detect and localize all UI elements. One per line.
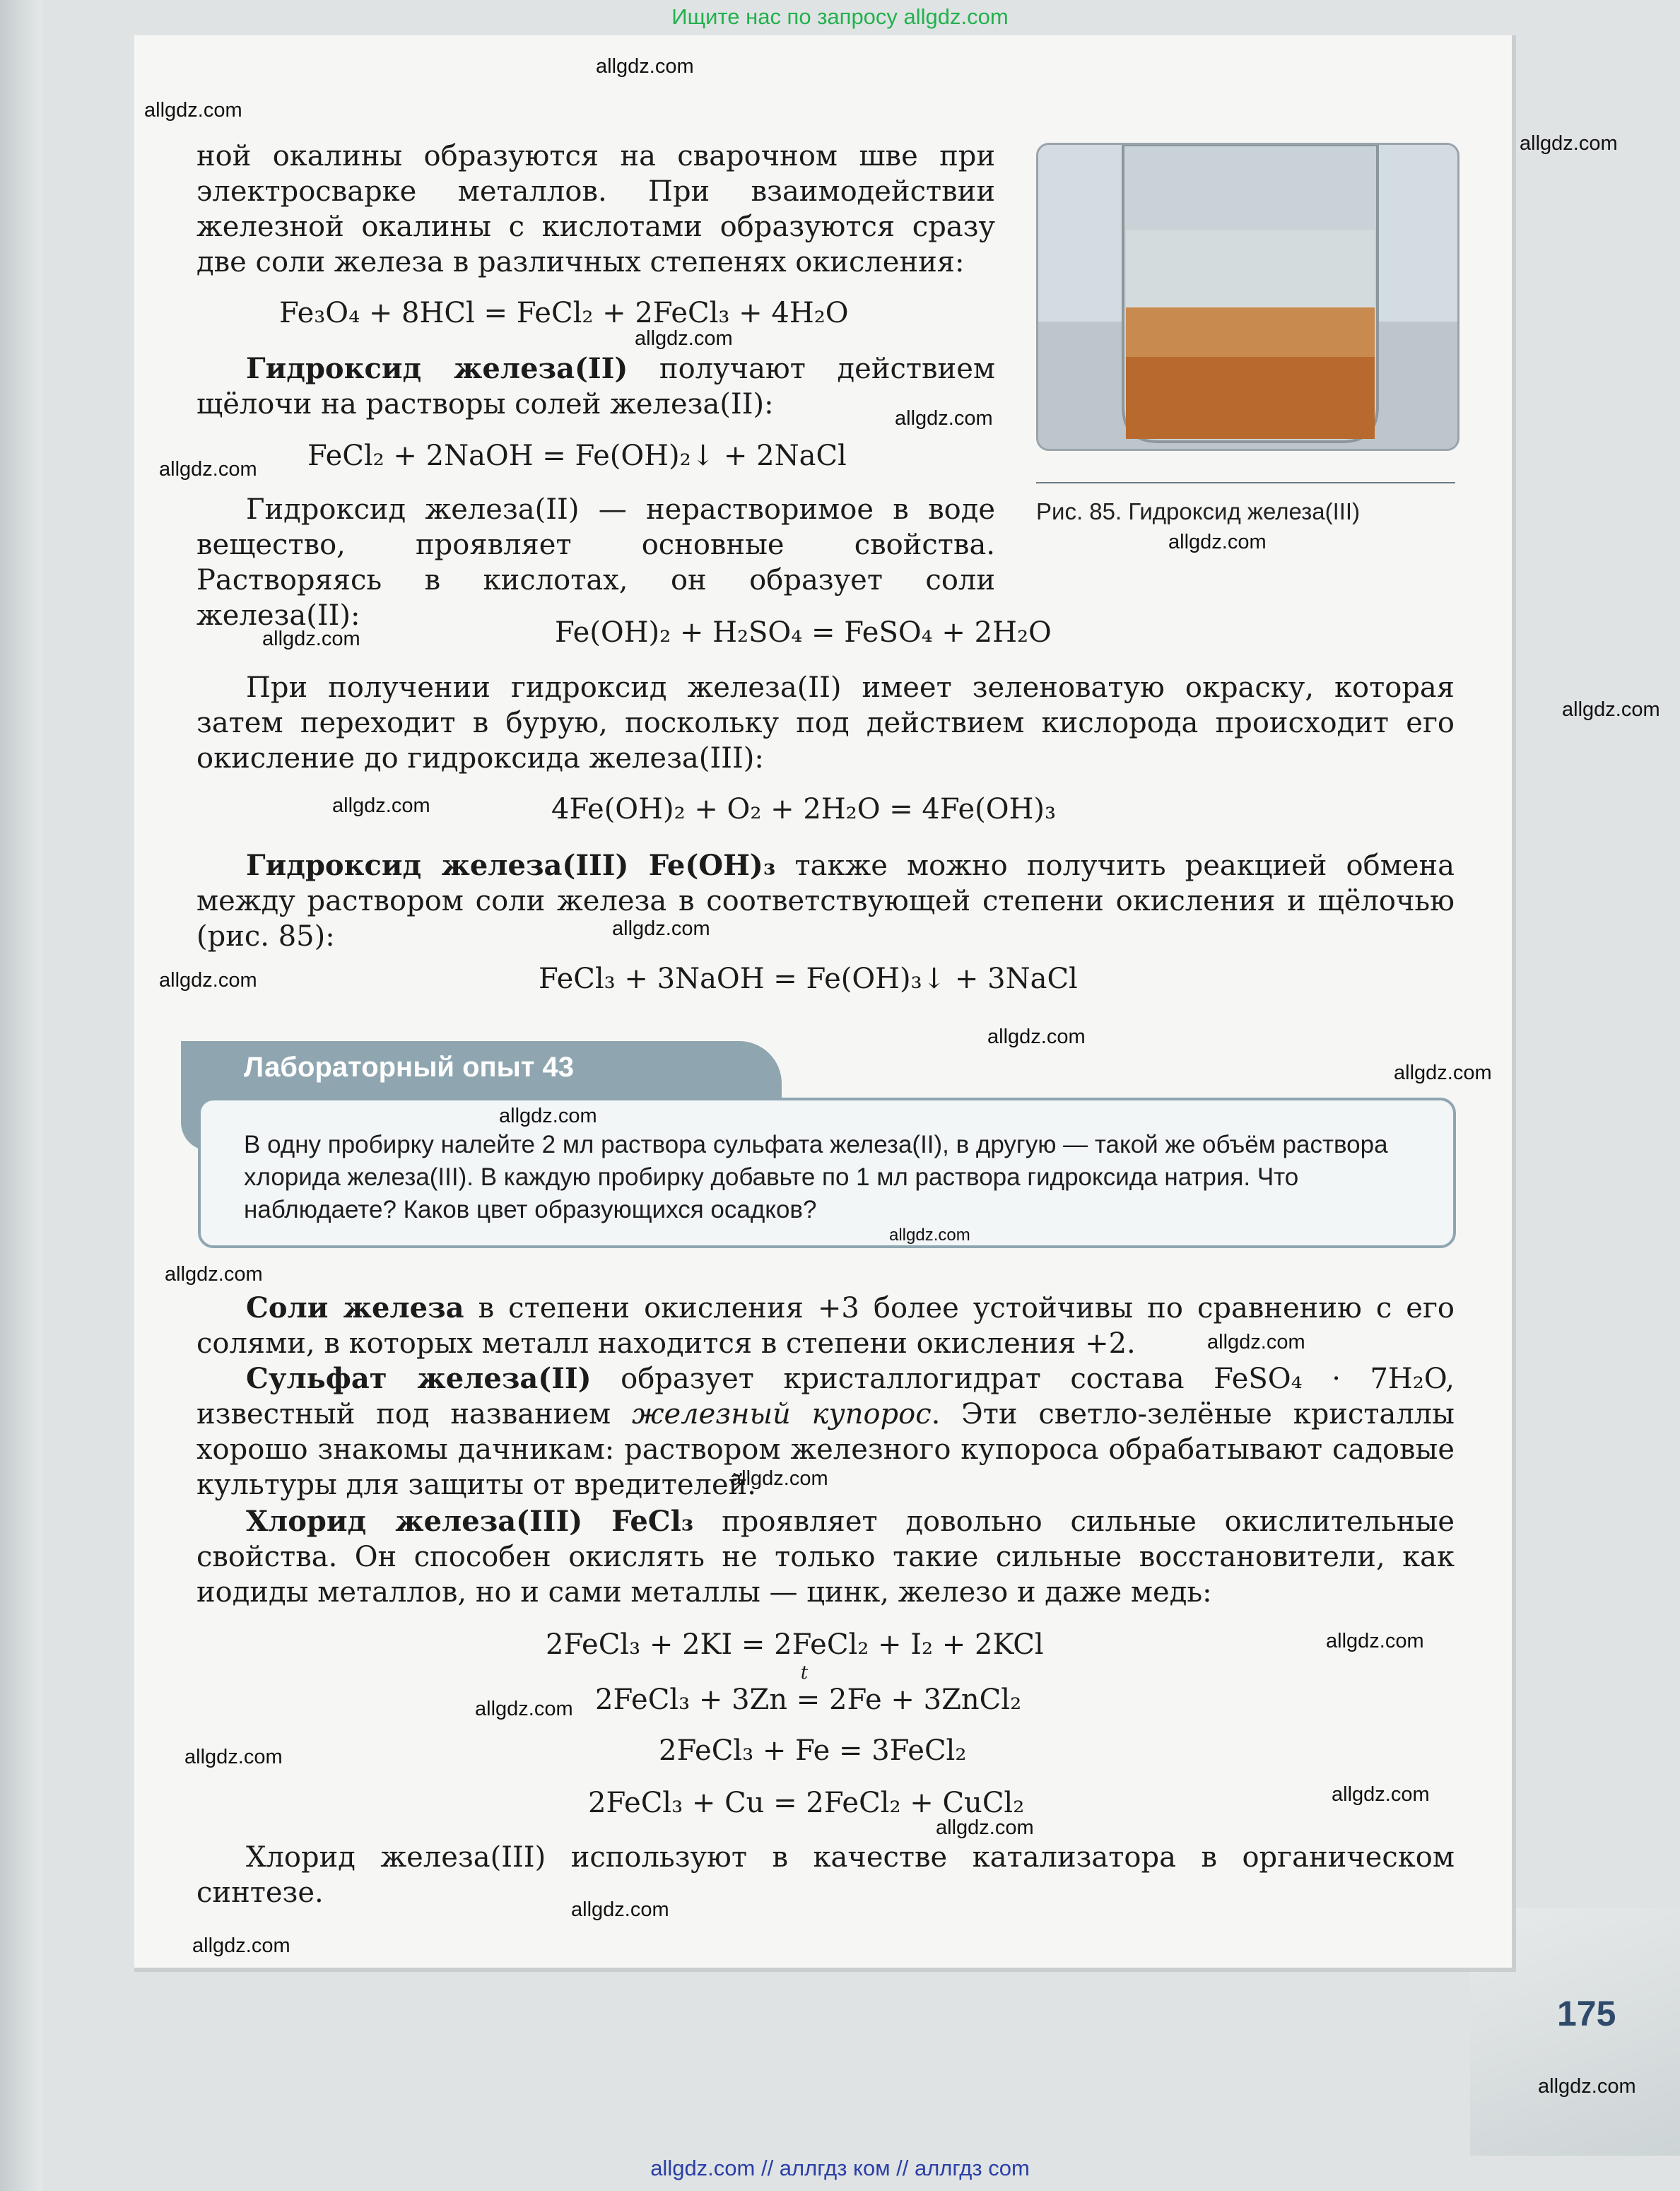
paragraph-3 bbox=[196, 492, 995, 633]
paragraph-1-text: ной окалины образуются на сварочном шве при электросварке металлов. При взаимодействии железной окалины с кислотами образуются сразу две соли железа в различных степенях окисления: bbox=[196, 140, 995, 278]
equation-1: Fe₃O₄ + 8HCl = FeCl₂ + 2FeCl₃ + 4H₂O bbox=[279, 297, 849, 329]
paragraph-2 bbox=[196, 351, 995, 422]
term-iron-chloride: Хлорид железа(III) FeCl₃ bbox=[246, 1505, 694, 1538]
watermark: allgdz.com bbox=[184, 1746, 283, 1768]
watermark: allgdz.com bbox=[475, 1698, 573, 1720]
watermark: allgdz.com bbox=[159, 458, 257, 481]
watermark: allgdz.com bbox=[730, 1467, 828, 1490]
watermark: allgdz.com bbox=[499, 1105, 597, 1127]
paragraph-8-text: проявляет довольно сильные окислительные свойства. Он способен окислять не только такие сильные восстановители, как иодиды металлов, но и сами металлы — цинк, железо и даже медь: bbox=[196, 1505, 1455, 1609]
watermark: allgdz.com bbox=[889, 1226, 970, 1245]
equation-7-heat: t bbox=[800, 1662, 809, 1684]
watermark: allgdz.com bbox=[1538, 2075, 1636, 2098]
watermark: allgdz.com bbox=[1332, 1783, 1430, 1806]
term-iron-hydroxide-2: Гидроксид железа(II) bbox=[246, 352, 628, 385]
watermark: allgdz.com bbox=[262, 628, 360, 650]
paragraph-4 bbox=[196, 670, 1455, 776]
watermark: allgdz.com bbox=[1168, 531, 1267, 553]
equation-4: 4Fe(OH)₂ + O₂ + 2H₂O = 4Fe(OH)₃ bbox=[551, 793, 1057, 826]
equation-9: 2FeCl₃ + Cu = 2FeCl₂ + CuCl₂ bbox=[588, 1787, 1025, 1819]
watermark: allgdz.com bbox=[1207, 1331, 1305, 1353]
term-iron-vitriol: железный купорос bbox=[632, 1398, 932, 1431]
paragraph-9 bbox=[196, 1840, 1455, 1910]
paragraph-3-text: Гидроксид железа(II) — нерастворимое в воде вещество, проявляет основные свойства. Растворяясь в кислотах, он образует соли железа(II): bbox=[196, 493, 995, 632]
equation-2: FeCl₂ + 2NaOH = Fe(OH)₂↓ + 2NaCl bbox=[307, 440, 847, 472]
watermark: allgdz.com bbox=[1520, 132, 1618, 155]
watermark: allgdz.com bbox=[159, 969, 257, 992]
bottom-banner[interactable]: allgdz.com // аллгдз ком // аллгдз com bbox=[650, 2156, 1030, 2180]
equation-7-right: 2Fe + 3ZnCl₂ bbox=[820, 1684, 1022, 1716]
term-iron-salts: Соли железа bbox=[246, 1291, 464, 1324]
paragraph-4-text: При получении гидроксид железа(II) имеет зеленоватую окраску, которая затем переходит в бурую, поскольку под действием кислорода происходит его окисление до гидроксида железа(III): bbox=[196, 671, 1455, 775]
paragraph-7-text-b: . Эти светло-зелёные кристаллы хорошо знакомы дачникам: раствором железного купороса обрабатывают садовые культуры для защиты от вредителей. bbox=[196, 1398, 1455, 1501]
paragraph-1 bbox=[196, 139, 995, 280]
page-gutter-shadow bbox=[0, 0, 42, 2191]
paragraph-8 bbox=[196, 1504, 1455, 1610]
lab-text: В одну пробирку налейте 2 мл раствора сульфата железа(II), в другую — такой же объём раствора хлорида железа(III). В каждую пробирку добавьте по 1 мл раствора гидроксида натрия. Что наблюдаете? Каков цвет образующихся осадков? bbox=[244, 1131, 1388, 1223]
figure-85-photo bbox=[1036, 143, 1459, 451]
watermark: allgdz.com bbox=[987, 1026, 1086, 1048]
watermark: allgdz.com bbox=[192, 1934, 290, 1957]
watermark: allgdz.com bbox=[1394, 1062, 1492, 1084]
watermark: allgdz.com bbox=[332, 794, 430, 817]
figure-85-caption: Рис. 85. Гидроксид железа(III) bbox=[1036, 498, 1361, 524]
equation-7-sign: = bbox=[796, 1684, 821, 1716]
paragraph-2-text: получают действием щёлочи на растворы солей железа(II): bbox=[196, 353, 995, 421]
term-iron-hydroxide-3: Гидроксид железа(III) Fe(OH)₃ bbox=[246, 849, 776, 882]
watermark: allgdz.com bbox=[1326, 1630, 1424, 1652]
watermark: allgdz.com bbox=[165, 1263, 263, 1286]
lab-title: Лабораторный опыт 43 bbox=[244, 1052, 575, 1083]
paragraph-6-text: в степени окисления +3 более устойчивы по сравнению с его солями, в которых металл находится в степени окисления +2. bbox=[196, 1292, 1455, 1360]
watermark: allgdz.com bbox=[635, 327, 733, 350]
watermark: allgdz.com bbox=[1562, 698, 1660, 721]
watermark: allgdz.com bbox=[612, 917, 710, 940]
equation-8: 2FeCl₃ + Fe = 3FeCl₂ bbox=[659, 1734, 967, 1767]
page-number: 175 bbox=[1557, 1994, 1616, 2033]
watermark: allgdz.com bbox=[895, 407, 993, 430]
watermark: allgdz.com bbox=[571, 1898, 669, 1921]
equation-7-left: 2FeCl₃ + 3Zn bbox=[595, 1684, 797, 1716]
figure-divider bbox=[1036, 482, 1455, 483]
term-iron-sulfate: Сульфат железа(II) bbox=[246, 1362, 592, 1395]
watermark: allgdz.com bbox=[936, 1816, 1034, 1839]
beaker-illustration bbox=[1038, 145, 1457, 449]
paragraph-7-text-a: образует кристаллогидрат состава FeSO₄ · 7H₂O, известный под названием bbox=[196, 1363, 1455, 1431]
paragraph-9-text: Хлорид железа(III) используют в качестве катализатора в органическом синтезе. bbox=[196, 1841, 1455, 1909]
equation-5: FeCl₃ + 3NaOH = Fe(OH)₃↓ + 3NaCl bbox=[539, 963, 1078, 995]
top-banner[interactable]: Ищите нас по запросу allgdz.com bbox=[671, 4, 1009, 29]
equation-3: Fe(OH)₂ + H₂SO₄ = FeSO₄ + 2H₂O bbox=[555, 616, 1052, 649]
watermark: allgdz.com bbox=[596, 55, 694, 78]
paragraph-5-text: также можно получить реакцией обмена между раствором соли железа в соответствующей степени окисления и щёлочью (рис. 85): bbox=[196, 850, 1455, 953]
equation-7 bbox=[595, 1662, 1022, 1716]
watermark: allgdz.com bbox=[144, 99, 242, 122]
paragraph-5 bbox=[196, 848, 1455, 954]
equation-6: 2FeCl₃ + 2KI = 2FeCl₂ + I₂ + 2KCl bbox=[546, 1628, 1044, 1661]
